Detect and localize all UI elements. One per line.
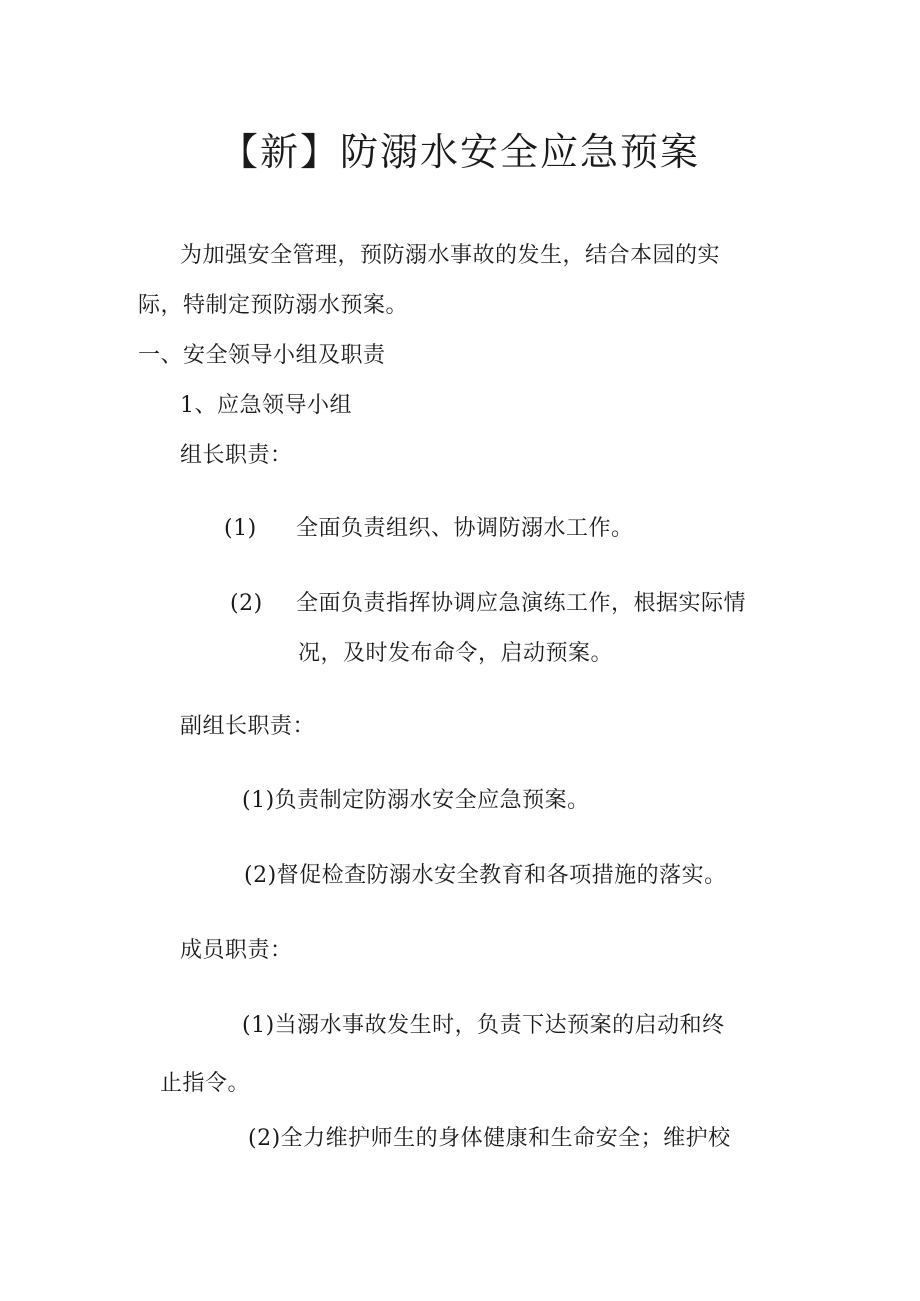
member-item-1-line-2: 止指令。 <box>160 1071 251 1096</box>
leader-item-1-number: (1) <box>224 516 257 541</box>
deputy-item-2: (2)督促检查防溺水安全教育和各项措施的落实。 <box>244 863 727 888</box>
leader-item-2-text-line-2: 况，及时发布命令，启动预案。 <box>298 641 614 666</box>
intro-paragraph-line-1: 为加强安全管理，预防溺水事故的发生，结合本园的实 <box>180 243 721 268</box>
deputy-duties-label: 副组长职责： <box>180 714 316 739</box>
intro-paragraph-line-2: 际，特制定预防溺水预案。 <box>138 293 409 318</box>
deputy-item-1: (1)负责制定防溺水安全应急预案。 <box>242 788 590 813</box>
leader-duties-label: 组长职责： <box>180 443 293 468</box>
member-duties-label: 成员职责： <box>180 938 293 963</box>
leader-item-1-text: 全面负责组织、协调防溺水工作。 <box>296 516 634 541</box>
leader-item-2-text-line-1: 全面负责指挥协调应急演练工作，根据实际情 <box>296 591 747 616</box>
document-title: 【新】防溺水安全应急预案 <box>219 130 700 174</box>
leader-item-2-number: (2) <box>230 591 263 616</box>
subsection-heading-1: 1、应急领导小组 <box>180 393 352 418</box>
member-item-2-line-1: (2)全力维护师生的身体健康和生命安全；维护校 <box>248 1126 731 1151</box>
member-item-1-line-1: (1)当溺水事故发生时，负责下达预案的启动和终 <box>242 1013 725 1038</box>
section-heading-1: 一、安全领导小组及职责 <box>138 343 386 368</box>
